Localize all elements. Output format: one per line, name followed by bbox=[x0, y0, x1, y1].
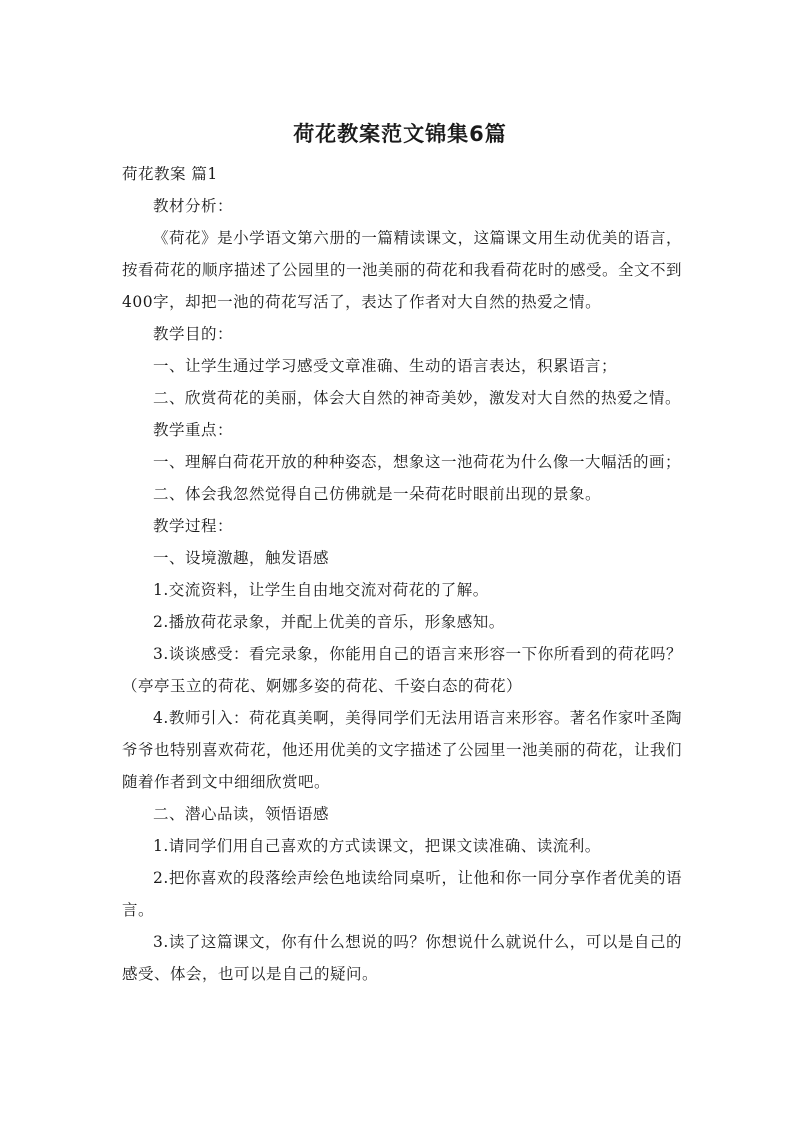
paragraph: 《荷花》是小学语文第六册的一篇精读课文，这篇课文用生动优美的语言，按看荷花的顺序描述了公园里的一池美丽的荷花和我看荷花时的感受。全文不到400字，却把一池的荷花写活了，表达了作者对大自然的热爱之情。 bbox=[122, 229, 683, 311]
paragraph: 教学目的： bbox=[153, 325, 234, 343]
paragraph: 1.交流资料，让学生自由地交流对荷花的了解。 bbox=[153, 581, 489, 599]
document-body bbox=[122, 158, 682, 990]
paragraph: 4.教师引入：荷花真美啊，美得同学们无法用语言来形容。著名作家叶圣陶爷爷也特别喜欢荷花，他还用优美的文字描述了公园里一池美丽的荷花，让我们随着作者到文中细细欣赏吧。 bbox=[122, 709, 683, 791]
paragraph: 2.把你喜欢的段落绘声绘色地读给同桌听，让他和你一同分享作者优美的语言。 bbox=[122, 869, 682, 919]
paragraph: 1.请同学们用自己喜欢的方式读课文，把课文读准确、读流利。 bbox=[153, 837, 601, 855]
paragraph: 二、体会我忽然觉得自己仿佛就是一朵荷花时眼前出现的景象。 bbox=[153, 485, 602, 503]
paragraph: 2.播放荷花录象，并配上优美的音乐，形象感知。 bbox=[153, 613, 505, 631]
paragraph: 一、理解白荷花开放的种种姿态，想象这一池荷花为什么像一大幅活的画； bbox=[153, 453, 682, 471]
paragraph: 一、设境激趣，触发语感 bbox=[153, 549, 330, 567]
paragraph: 二、欣赏荷花的美丽，体会大自然的神奇美妙，激发对大自然的热爱之情。 bbox=[153, 389, 682, 407]
document-title: 荷花教案范文锦集6篇 bbox=[293, 122, 507, 146]
paragraph: 教学重点： bbox=[153, 421, 234, 439]
paragraph: 教学过程： bbox=[153, 517, 234, 535]
paragraph: 3.谈谈感受：看完录象，你能用自己的语言来形容一下你所看到的荷花吗？（亭亭玉立的荷花、婀娜多姿的荷花、千姿白态的荷花） bbox=[122, 645, 682, 695]
section-heading: 荷花教案 篇1 bbox=[122, 165, 218, 183]
paragraph: 教材分析： bbox=[153, 197, 234, 215]
paragraph: 一、让学生通过学习感受文章准确、生动的语言表达，积累语言； bbox=[153, 357, 618, 375]
paragraph: 二、潜心品读，领悟语感 bbox=[153, 805, 330, 823]
paragraph: 3.读了这篇课文，你有什么想说的吗？你想说什么就说什么，可以是自己的感受、体会，也可以是自己的疑问。 bbox=[122, 933, 682, 983]
